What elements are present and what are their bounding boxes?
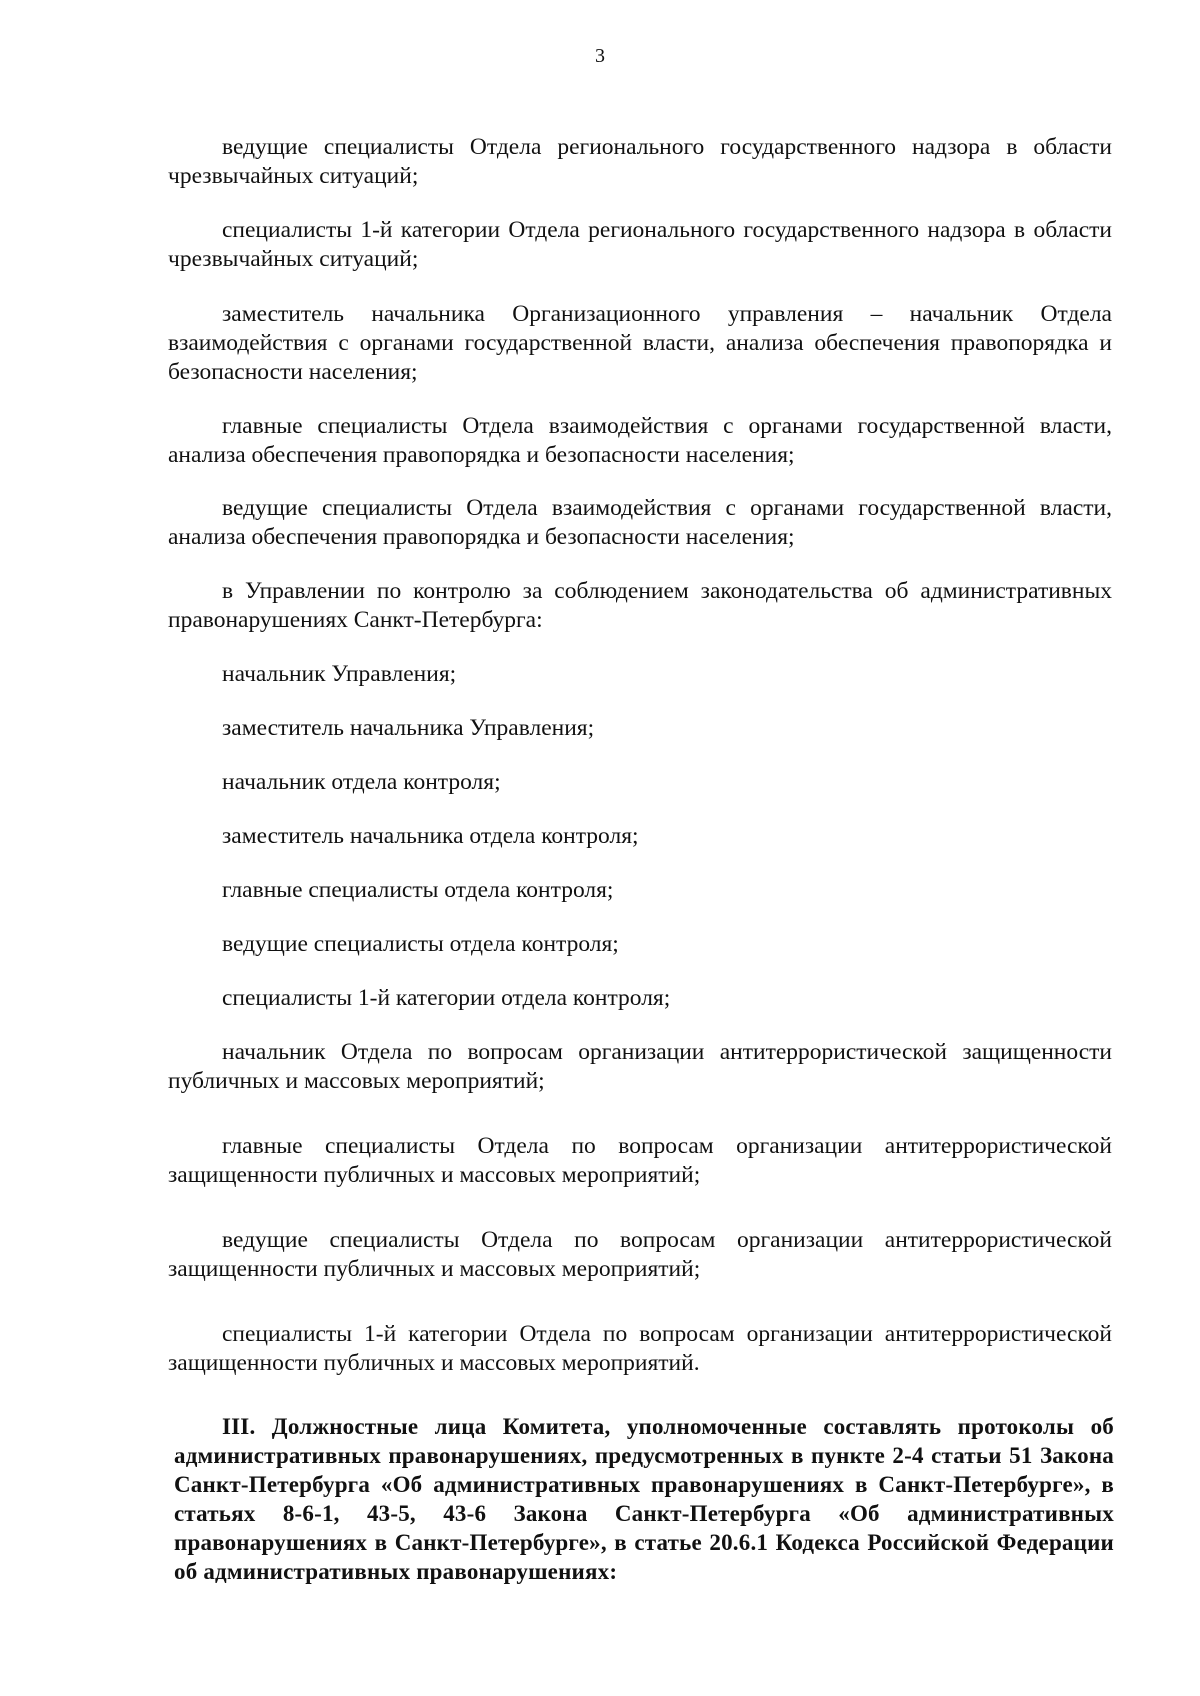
paragraph-chief-specialists-antiterror: главные специалисты Отдела по вопросам организации антитеррористической защищенности публичных и массовых мероприятий; [168, 1133, 1112, 1188]
paragraph-lead-specialists-interaction: ведущие специалисты Отдела взаимодействия с органами государственной власти, анализа обеспечения правопорядка и безопасности населения; [168, 495, 1112, 550]
paragraph-deputy-head-of-department: заместитель начальника Управления; [222, 715, 595, 741]
paragraph-specialists-1cat-antiterror: специалисты 1-й категории Отдела по вопросам организации антитеррористической защищенности публичных и массовых мероприятий. [168, 1321, 1112, 1376]
page-number: 3 [595, 45, 605, 67]
paragraph-chief-specialists-interaction: главные специалисты Отдела взаимодействия с органами государственной власти, анализа обеспечения правопорядка и безопасности населения; [168, 413, 1112, 468]
paragraph-lead-specialists-emergency: ведущие специалисты Отдела регионального государственного надзора в области чрезвычайных ситуаций; [168, 134, 1112, 189]
paragraph-lead-specialists-control: ведущие специалисты отдела контроля; [222, 931, 619, 957]
paragraph-head-antiterror-section: начальник Отдела по вопросам организации антитеррористической защищенности публичных и массовых мероприятий; [168, 1039, 1112, 1094]
paragraph-specialists-1cat-emergency: специалисты 1-й категории Отдела регионального государственного надзора в области чрезвычайных ситуаций; [168, 217, 1112, 272]
paragraph-lead-specialists-antiterror: ведущие специалисты Отдела по вопросам организации антитеррористической защищенности публичных и массовых мероприятий; [168, 1227, 1112, 1282]
paragraph-control-department-intro: в Управлении по контролю за соблюдением законодательства об административных правонарушениях Санкт-Петербурга: [168, 578, 1112, 633]
paragraph-head-control-section: начальник отдела контроля; [222, 769, 501, 795]
paragraph-chief-specialists-control: главные специалисты отдела контроля; [222, 877, 614, 903]
paragraph-head-of-department: начальник Управления; [222, 661, 457, 687]
section-heading-iii: III. Должностные лица Комитета, уполномоченные составлять протоколы об административных правонарушениях, предусмотренных в пункте 2-4 статьи 51 Закона Санкт-Петербурга «Об административных правонарушениях в Санкт-Петербурге», в статьях 8-6-1, 43-5, 43-6 Закона Санкт-Петербурга «Об административных правонарушениях в Санкт-Петербурге», в статье 20.6.1 Кодекса Российской Федерации об административных правонарушениях: [174, 1414, 1114, 1584]
paragraph-deputy-head-control-section: заместитель начальника отдела контроля; [222, 823, 639, 849]
paragraph-deputy-head-org-department: заместитель начальника Организационного управления – начальник Отдела взаимодействия с органами государственной власти, анализа обеспечения правопорядка и безопасности населения; [168, 301, 1112, 385]
paragraph-specialists-1cat-control: специалисты 1-й категории отдела контроля; [222, 985, 671, 1011]
